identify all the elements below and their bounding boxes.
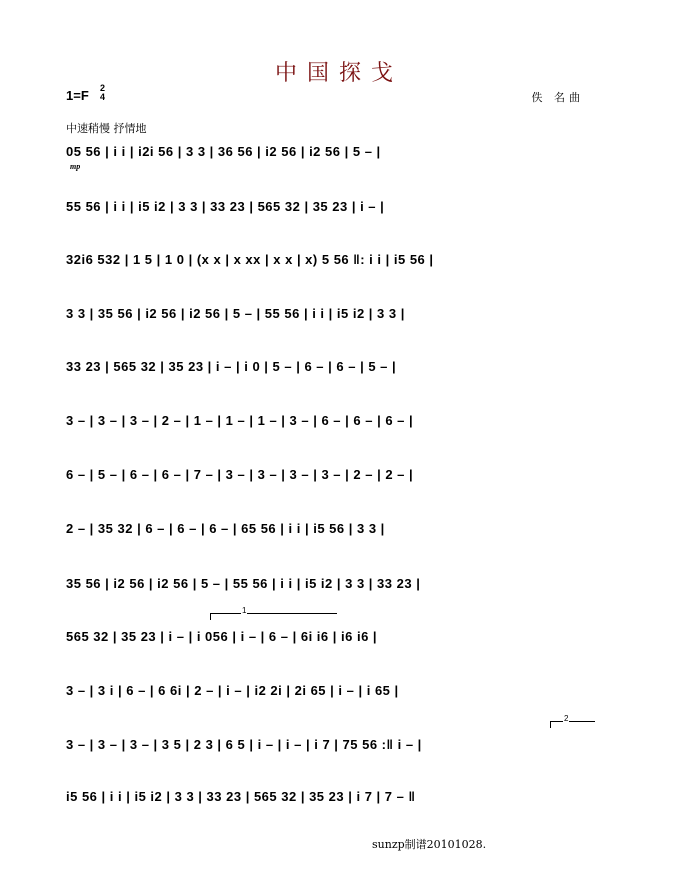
notation-line-3: 32i6 532 | 1 5 | 1 0 | (x x | x xx | x x | x) 5 56 ‖: i i | i5 56 |	[66, 252, 434, 267]
notation-line-10: 565 32 | 35 23 | i – | i 056 | i – | 6 – | 6i i6 | i6 i6 |	[66, 629, 378, 644]
notation-line-2: 55 56 | i i | i5 i2 | 3 3 | 33 23 | 565 32 | 35 23 | i – |	[66, 199, 385, 214]
time-signature-bottom: 4	[100, 92, 106, 102]
footer-credit: sunzp制谱20101028.	[372, 838, 487, 851]
notation-line-8: 2 – | 35 32 | 6 – | 6 – | 6 – | 65 56 | i i | i5 56 | 3 3 |	[66, 521, 385, 536]
tempo-marking: 中速稍慢 抒情地	[66, 122, 147, 135]
notation-line-4: 3 3 | 35 56 | i2 56 | i2 56 | 5 – | 55 56 | i i | i5 i2 | 3 3 |	[66, 306, 405, 321]
dynamic-marking: mp	[70, 162, 81, 171]
notation-line-9: 35 56 | i2 56 | i2 56 | 5 – | 55 56 | i i | i5 i2 | 3 3 | 33 23 |	[66, 576, 421, 591]
time-signature-top: 2	[100, 83, 106, 93]
notation-line-6: 3 – | 3 – | 3 – | 2 – | 1 – | 1 – | 1 – | 3 – | 6 – | 6 – | 6 – |	[66, 413, 414, 428]
composer-credit: 佚 名曲	[531, 91, 584, 104]
volta-1-number: 1	[242, 606, 247, 615]
volta-bracket-2	[550, 714, 595, 728]
time-signature	[100, 84, 105, 102]
song-title: 中国探戈	[274, 61, 403, 86]
volta-bracket-1	[210, 606, 337, 620]
notation-line-13: i5 56 | i i | i5 i2 | 3 3 | 33 23 | 565 32 | 35 23 | i 7 | 7 – ‖	[66, 789, 416, 804]
notation-line-7: 6 – | 5 – | 6 – | 6 – | 7 – | 3 – | 3 – | 3 – | 3 – | 2 – | 2 – |	[66, 467, 414, 482]
notation-line-5: 33 23 | 565 32 | 35 23 | i – | i 0 | 5 – | 6 – | 6 – | 5 – |	[66, 359, 397, 374]
volta-2-number: 2	[564, 714, 569, 723]
notation-line-12: 3 – | 3 – | 3 – | 3 5 | 2 3 | 6 5 | i – | i – | i 7 | 75 56 :‖ i – |	[66, 737, 422, 752]
notation-line-1: 05 56 | i i | i2i 56 | 3 3 | 36 56 | i2 56 | i2 56 | 5 – |	[66, 144, 381, 159]
notation-line-11: 3 – | 3 i | 6 – | 6 6i | 2 – | i – | i2 2i | 2i 65 | i – | i 65 |	[66, 683, 399, 698]
key-signature: 1=F	[66, 88, 89, 103]
